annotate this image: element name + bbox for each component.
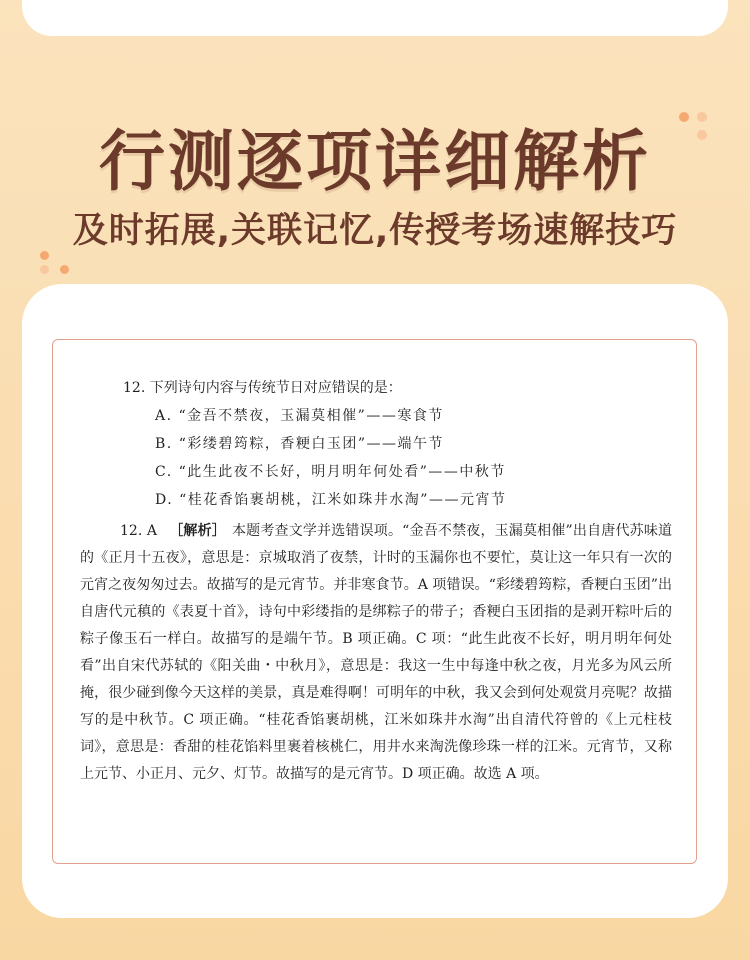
decor-dot [60,265,69,274]
question-stem: 12. 下列诗句内容与传统节日对应错误的是： [123,380,402,396]
decor-dot [40,265,49,274]
analysis-tag: ［解析］ [169,523,226,539]
answer-explanation [80,518,672,788]
option-a: A. “金吾不禁夜，玉漏莫相催”——寒食节 [155,408,444,424]
option-d: D. “桂花香馅裹胡桃，江米如珠井水淘”——元宵节 [155,492,507,508]
option-b: B. “彩缕碧筠粽，香粳白玉团”——端午节 [155,436,445,452]
top-card [22,0,728,36]
page-title: 行测逐项详细解析 [99,123,651,200]
question-block [123,374,506,514]
option-c: C. “此生此夜不长好，明月明年何处看”——中秋节 [155,464,506,480]
question-frame [52,339,697,864]
page-subtitle: 及时拓展,关联记忆,传授考场速解技巧 [72,211,678,251]
option-list [155,402,506,514]
analysis-text: 本题考查文学并选错误项。“金吾不禁夜，玉漏莫相催”出自唐代苏味道的《正月十五夜》，意思是：京城取消了夜禁，计时的玉漏你也不要忙，莫让这一年只有一次的元宵之夜匆匆过去。故描写的是元宵节。并非寒食节。A 项错误。“彩缕碧筠粽，香粳白玉团”出自唐代元稹的《表夏十首》，诗句中彩缕指的是绑粽子的带子；香粳白玉团指的是剥开粽叶后的粽子像玉石一样白。故描写的是端午节。B 项正确。C 项：“此生此夜不长好，明月明年何处看”出自宋代苏轼的《阳关曲・中秋月》，意思是：我这一生中每逢中秋之夜，月光多为风云所掩，很少碰到像今天这样的美景，真是难得啊！可明年的中秋，我又会到何处观赏月亮呢？故描写的是中秋节。C 项正确。“桂花香馅裹胡桃，江米如珠井水淘”出自清代符曾的《上元柱枝词》，意思是：香甜的桂花馅料里裹着核桃仁，用井水来淘洗像珍珠一样的江米。元宵节，又称上元节、小正月、元夕、灯节。故描写的是元宵节。D 项正确。故选 A 项。 [80,523,672,782]
answer-number: 12. A [120,523,158,539]
